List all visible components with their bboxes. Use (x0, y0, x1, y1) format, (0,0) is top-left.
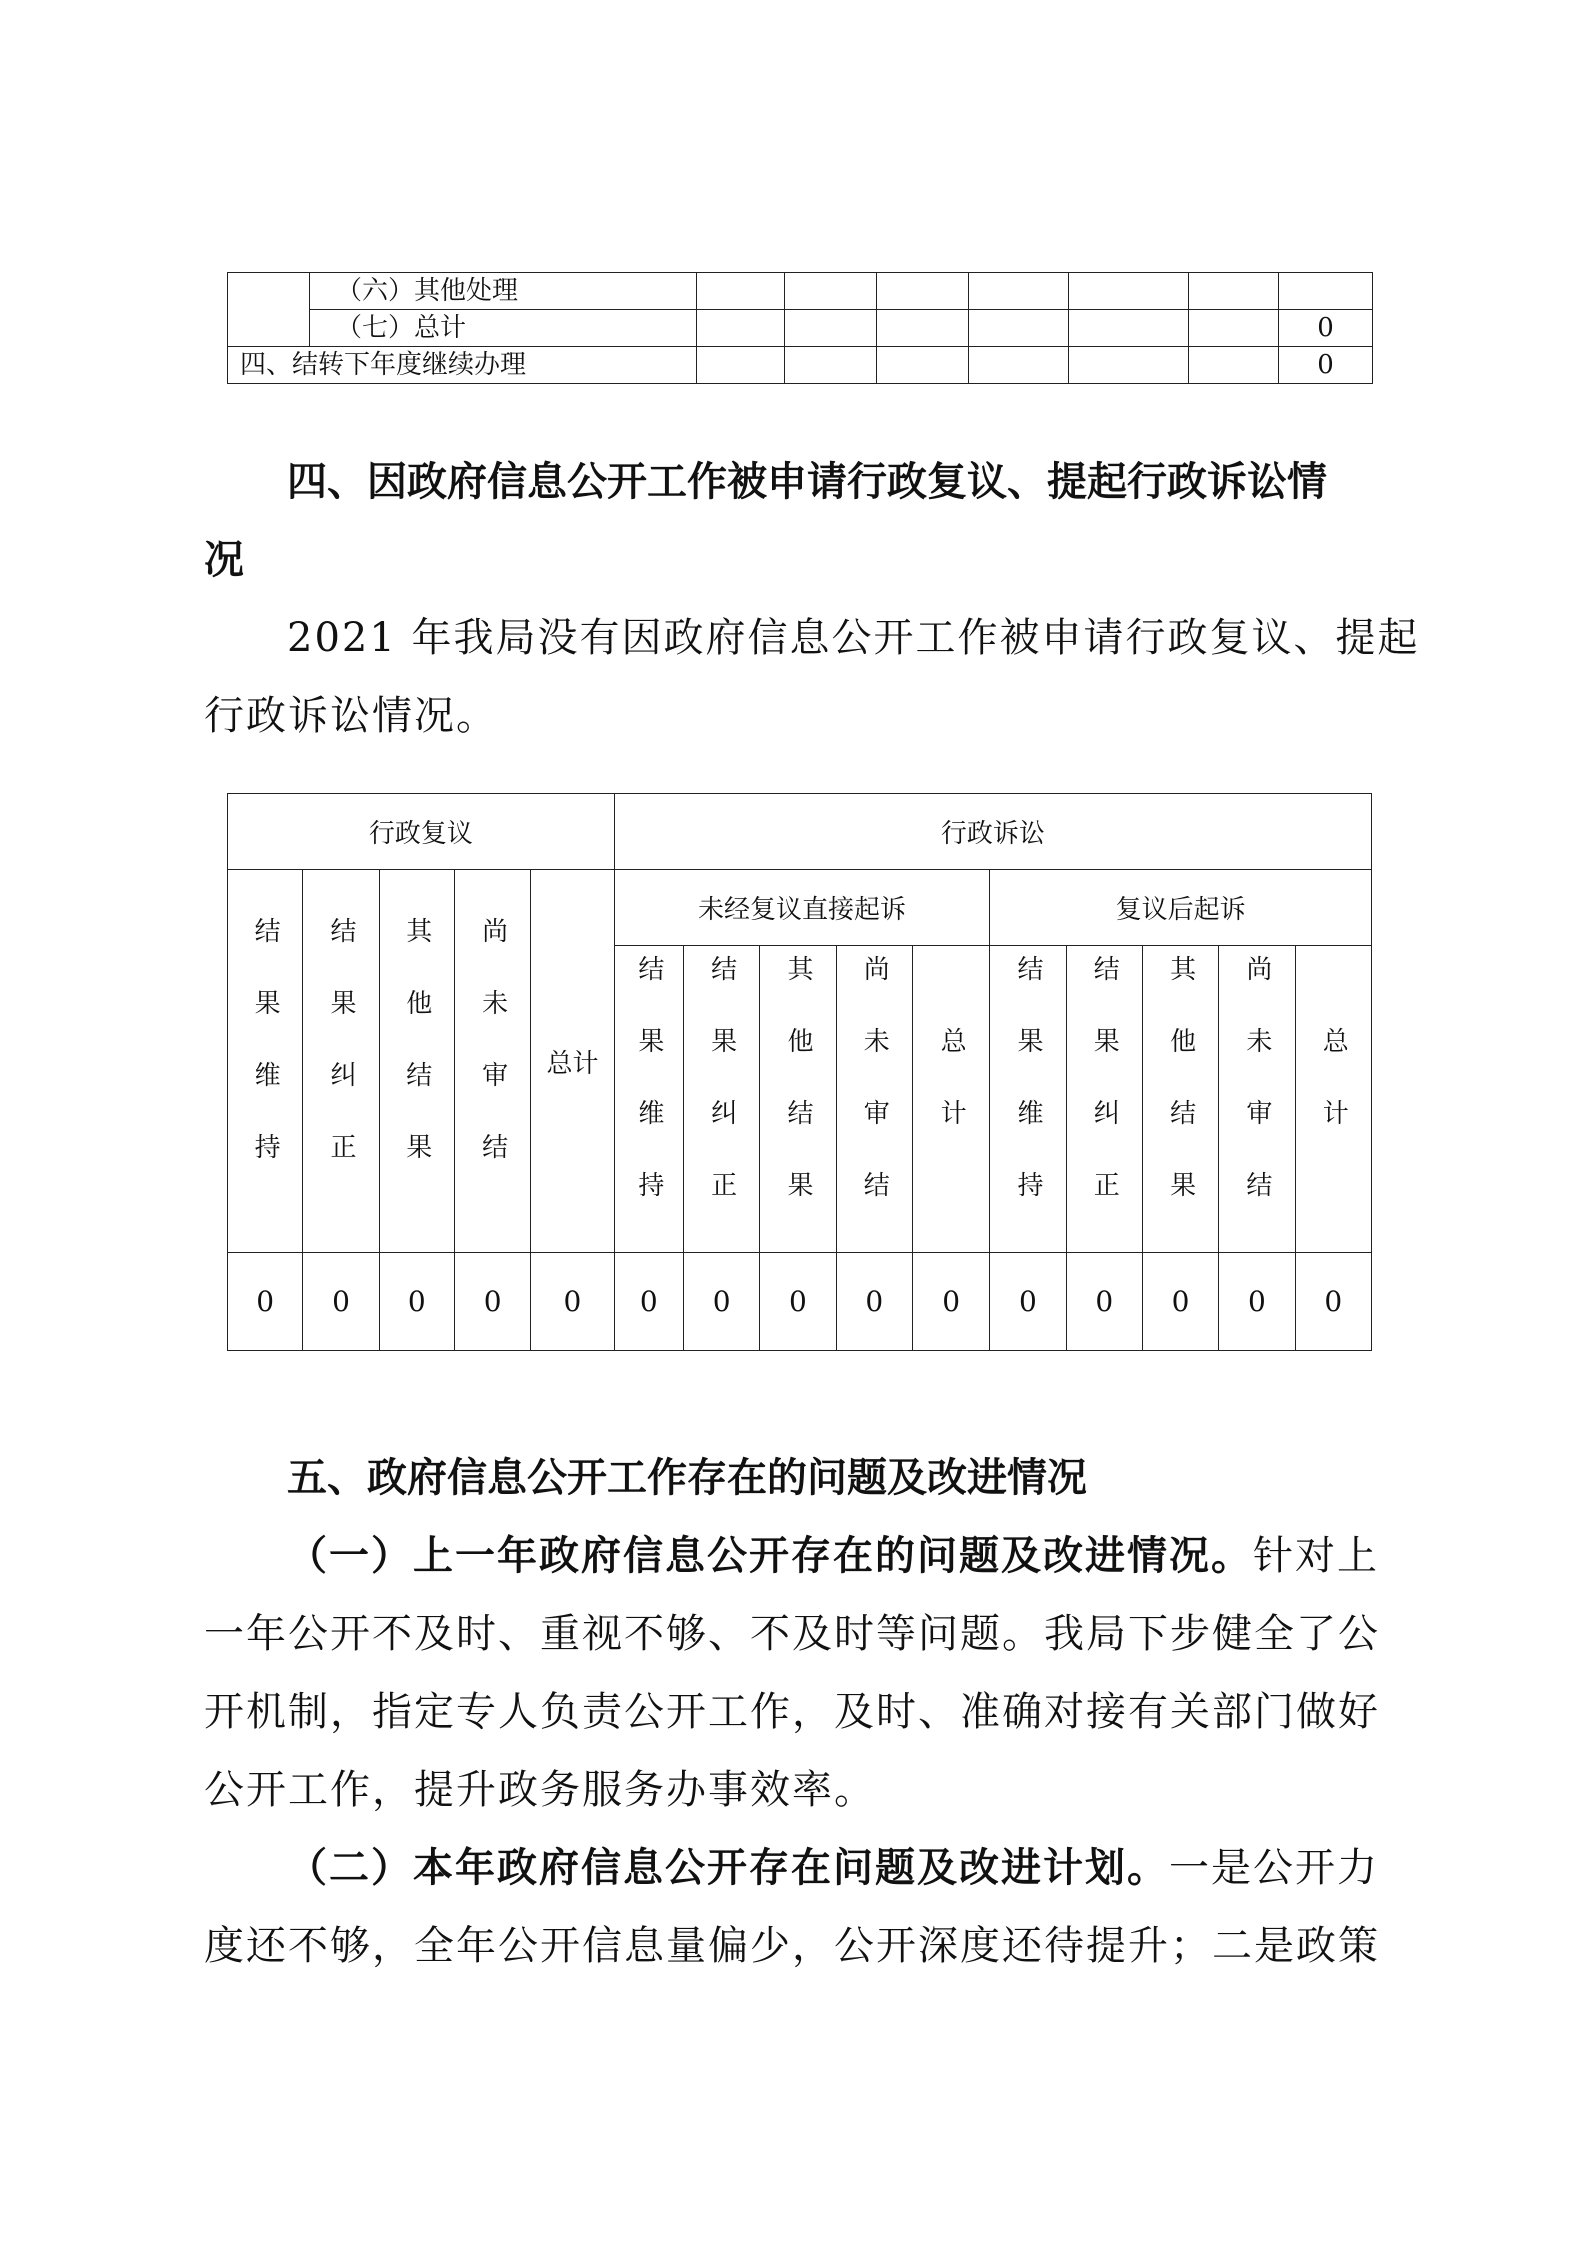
after-col-other: 其他结果 (1142, 946, 1218, 1253)
processing-results-table (227, 272, 1373, 384)
after-col-pending: 尚未审结 (1219, 946, 1295, 1253)
section4-paragraph-cont: 行政诉讼情况。 (204, 693, 498, 739)
section4-heading: 四、因政府信息公开工作被申请行政复议、提起行政诉讼情 (287, 459, 1327, 505)
direct-suit-header: 未经复议直接起诉 (614, 870, 990, 946)
direct-col-maintained: 结果维持 (614, 946, 683, 1253)
table-row (228, 310, 1373, 347)
direct-col-pending: 尚未审结 (836, 946, 912, 1253)
row-label: （七）总计 (310, 310, 697, 347)
suit-after-review-header: 复议后起诉 (990, 870, 1372, 946)
review-col-corrected: 结果纠正 (303, 870, 379, 1253)
row-label: 四、结转下年度继续办理 (228, 347, 697, 384)
value-cell: 0 (912, 1253, 989, 1351)
review-col-total: 总计 (531, 870, 614, 1253)
direct-col-other: 其他结果 (760, 946, 836, 1253)
section5-p1-line2: 一年公开不及时、重视不够、不及时等问题。我局下步健全了公 (204, 1611, 1380, 1657)
review-litigation-table (227, 793, 1372, 1351)
section4-heading-cont: 况 (204, 537, 244, 583)
after-col-corrected: 结果纠正 (1066, 946, 1142, 1253)
value-cell: 0 (760, 1253, 836, 1351)
row-label: （六）其他处理 (310, 273, 697, 310)
table-row (228, 273, 1373, 310)
section4-paragraph: 2021 年我局没有因政府信息公开工作被申请行政复议、提起 (287, 615, 1420, 661)
value-cell: 0 (531, 1253, 614, 1351)
value-cell: 0 (836, 1253, 912, 1351)
table-row (228, 1253, 1372, 1351)
row-total: 0 (1279, 310, 1373, 347)
direct-col-total: 总计 (912, 946, 989, 1253)
after-col-total: 总计 (1295, 946, 1371, 1253)
table-row (228, 347, 1373, 384)
section5-p1-line4: 公开工作，提升政务服务办事效率。 (204, 1767, 876, 1813)
row-total (1279, 273, 1373, 310)
value-cell: 0 (303, 1253, 379, 1351)
review-col-other: 其他结果 (379, 870, 454, 1253)
section5-p2-line1: （二）本年政府信息公开存在问题及改进计划。一是公开力 (287, 1845, 1379, 1891)
value-cell: 0 (990, 1253, 1066, 1351)
section5-p2-line2: 度还不够，全年公开信息量偏少，公开深度还待提升；二是政策 (204, 1923, 1380, 1969)
review-col-maintained: 结果维持 (228, 870, 303, 1253)
value-cell: 0 (1219, 1253, 1295, 1351)
value-cell: 0 (1066, 1253, 1142, 1351)
section5-p2-lead: （二）本年政府信息公开存在问题及改进计划。 (287, 1845, 1169, 1891)
value-cell: 0 (454, 1253, 530, 1351)
value-cell: 0 (1142, 1253, 1218, 1351)
section5-p1-lead: （一）上一年政府信息公开存在的问题及改进情况。 (287, 1533, 1253, 1579)
value-cell: 0 (683, 1253, 759, 1351)
value-cell: 0 (379, 1253, 454, 1351)
section5-p1-line1: （一）上一年政府信息公开存在的问题及改进情况。针对上 (287, 1533, 1379, 1579)
after-col-maintained: 结果维持 (990, 946, 1066, 1253)
value-cell: 0 (228, 1253, 303, 1351)
admin-review-header: 行政复议 (228, 794, 615, 870)
value-cell: 0 (614, 1253, 683, 1351)
direct-col-corrected: 结果纠正 (683, 946, 759, 1253)
row-total: 0 (1279, 347, 1373, 384)
section5-p1-line3: 开机制，指定专人负责公开工作，及时、准确对接有关部门做好 (204, 1689, 1380, 1735)
review-col-pending: 尚未审结 (454, 870, 530, 1253)
admin-litigation-header: 行政诉讼 (614, 794, 1371, 870)
value-cell: 0 (1295, 1253, 1371, 1351)
section5-heading: 五、政府信息公开工作存在的问题及改进情况 (287, 1455, 1087, 1501)
